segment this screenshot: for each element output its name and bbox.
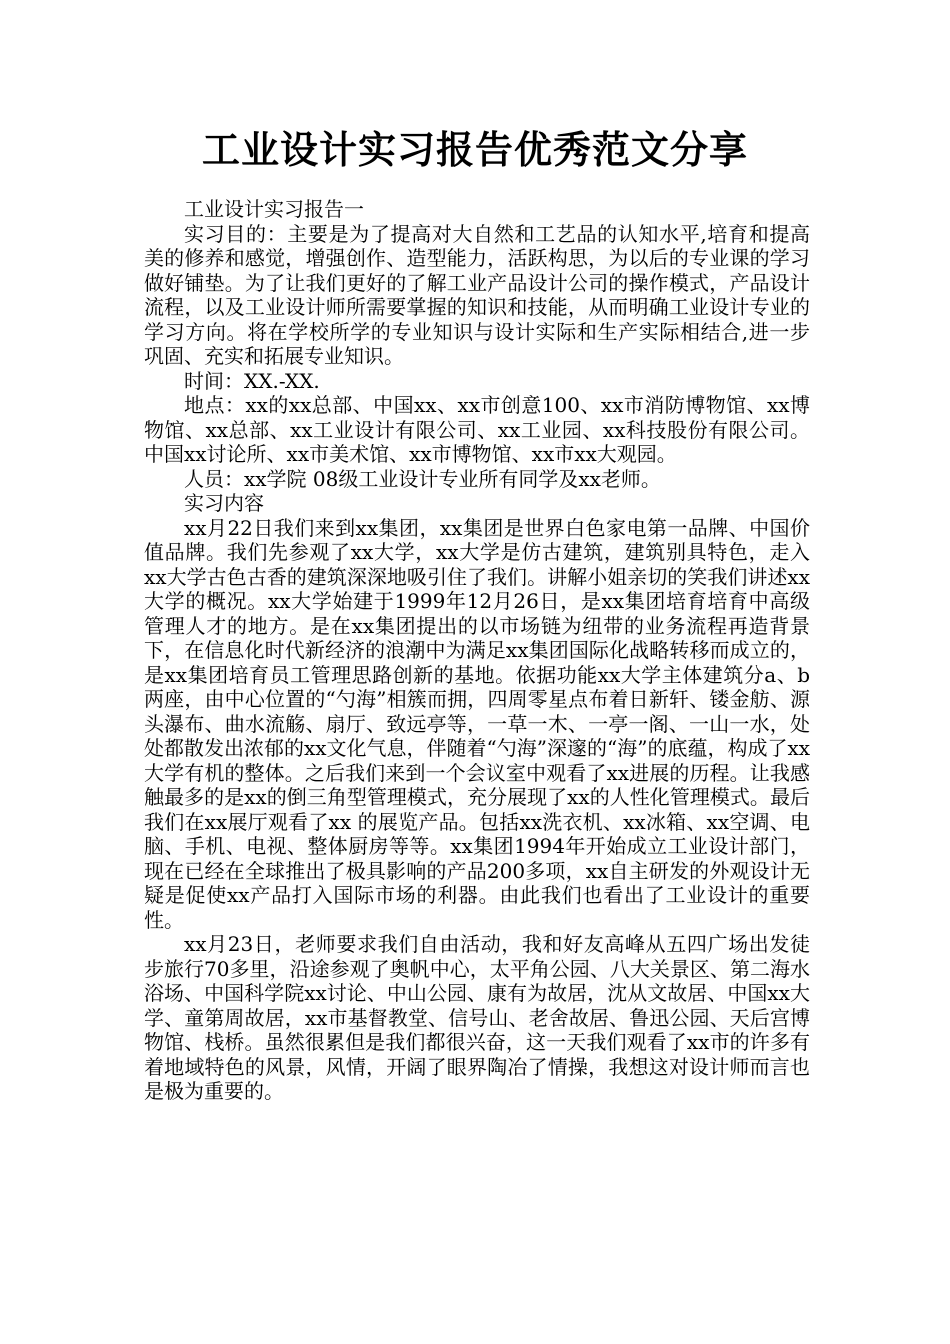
paragraph-day-23: xx月23日，老师要求我们自由活动，我和好友高峰从五四广场出发徒步旅行70多里，沿途参观了奥帆中心，太平角公园、八大关景区、第二海水浴场、中国科学院xx讨论、中山公园、康有为故居，沈从文故居、中国xx大学、童第周故居，xx市基督教堂、信号山、老舍故居、鲁迅公园、天后宫博物馆、栈桥。虽然很累但是我们都很兴奋，这一天我们观看了xx市的许多有着地域特色的风景，风情，开阔了眼界陶冶了情操，我想这对设计师而言也是极为重要的。	[144, 932, 810, 1103]
paragraph-personnel: 人员：xx学院 08级工业设计专业所有同学及xx老师。	[184, 466, 661, 491]
section-heading-content: 实习内容	[184, 491, 264, 515]
document-title: 工业设计实习报告优秀范文分享	[201, 128, 748, 172]
paragraph-location: 地点：xx的xx总部、中国xx、xx市创意100、xx市消防博物馆、xx博物馆、xx总部、xx工业设计有限公司、xx工业园、xx科技股份有限公司。中国xx讨论所、xx市美术馆、xx市博物馆、xx市xx大观园。	[144, 393, 810, 466]
paragraph-day-22: xx月22日我们来到xx集团，xx集团是世界白色家电第一品牌、中国价值品牌。我们先参观了xx大学，xx大学是仿古建筑，建筑别具特色，走入 xx大学古色古香的建筑深深地吸引住了我们。讲解小姐亲切的笑我们讲述xx大学的概况。xx大学始建于1999年12月26日，是xx集团培育培育中高级管理人才的地方。是在xx集团提出的以市场链为纽带的业务流程再造背景下，在信息化时代新经济的浪潮中为满足xx集团国际化战略转移而成立的，是xx集团培育员工管理思路创新的基地。依据功能xx大学主体建筑分a、b两座，由中心位置的“勺海”相簇而拥，四周零星点布着日新轩、镂金舫、源头瀑布、曲水流觞、扇厅、致远亭等，一草一木、一亭一阁、一山一水，处处都散发出浓郁的xx文化气息，伴随着“勺海”深邃的“海”的底蕴，构成了xx大学有机的整体。之后我们来到一个会议室中观看了xx进展的历程。让我感触最多的是xx的倒三角型管理模式，充分展现了xx的人性化管理模式。最后我们在xx展厅观看了xx 的展览产品。包括xx洗衣机、xx冰箱、xx空调、电脑、手机、电视、整体厨房等等。xx集团1994年开始成立工业设计部门，现在已经在全球推出了极具影响的产品200多项，xx自主研发的外观设计无疑是促使xx产品打入国际市场的利器。由此我们也看出了工业设计的重要性。	[144, 515, 811, 932]
document-body	[144, 197, 810, 1104]
section-heading-report-one: 工业设计实习报告一	[184, 197, 364, 221]
paragraph-purpose: 实习目的：主要是为了提高对大自然和工艺品的认知水平,培育和提高美的修养和感觉，增强创作、造型能力，活跃构思，为以后的专业课的学习做好铺垫。为了让我们更好的了解工业产品设计公司的操作模式，产品设计流程，以及工业设计师所需要掌握的知识和技能，从而明确工业设计专业的学习方向。将在学校所学的专业知识与设计实际和生产实际相结合,进一步巩固、充实和拓展专业知识。	[144, 221, 810, 368]
paragraph-time: 时间：XX.-XX.	[184, 368, 320, 393]
